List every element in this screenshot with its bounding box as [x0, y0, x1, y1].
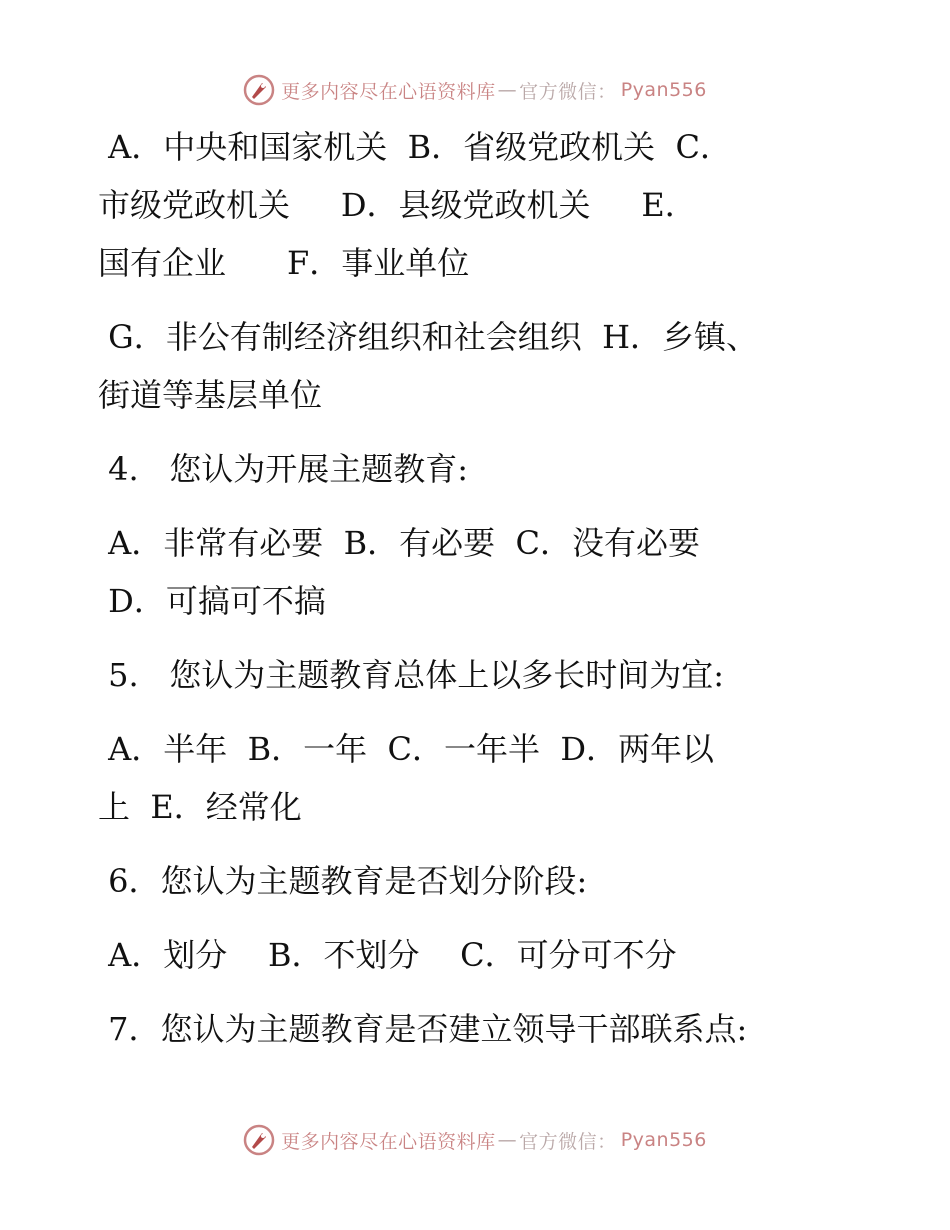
document-body	[98, 118, 838, 1058]
question-4-options-line-1: A．非常有必要 B．有必要 C．没有必要	[98, 524, 700, 562]
watermark-brand: 更多内容尽在心语资料库	[281, 80, 496, 103]
question-5-title: 5. 您认为主题教育总体上以多长时间为宜:	[98, 656, 725, 694]
question-5-options-line-1: A．半年 B．一年 C．一年半 D．两年以	[98, 730, 714, 768]
question-6-options: A．划分 B．不划分 C．可分可不分	[98, 936, 677, 974]
watermark-separator: —	[497, 1129, 518, 1151]
watermark-brand: 更多内容尽在心语资料库	[281, 1130, 496, 1153]
watermark-wechat-label: 官方微信：	[519, 1130, 617, 1153]
question-4-title: 4. 您认为开展主题教育:	[98, 450, 469, 488]
question-7-title: 7．您认为主题教育是否建立领导干部联系点:	[98, 1010, 748, 1048]
question-5-options-line-2: 上 E．经常化	[98, 788, 302, 826]
watermark-wechat-label: 官方微信：	[519, 80, 617, 103]
pen-nib-logo-icon	[243, 74, 275, 106]
question-3-options-line-1: A．中央和国家机关 B．省级党政机关 C．	[98, 128, 732, 166]
watermark-wechat-id: Pyan556	[620, 79, 707, 101]
question-4-options-line-2: D．可搞可不搞	[98, 582, 326, 620]
watermark-wechat-id: Pyan556	[620, 1129, 707, 1151]
footer-watermark	[0, 1120, 950, 1160]
question-3-options-line-4: G．非公有制经济组织和社会组织 H．乡镇、	[98, 318, 758, 356]
watermark-separator: —	[497, 79, 518, 101]
question-3-options-line-3: 国有企业 F．事业单位	[98, 244, 470, 282]
pen-nib-logo-icon	[243, 1124, 275, 1156]
question-3-options-line-2: 市级党政机关 D．县级党政机关 E．	[98, 186, 697, 224]
header-watermark	[0, 70, 950, 110]
question-3-options-line-5: 街道等基层单位	[98, 376, 323, 414]
question-6-title: 6．您认为主题教育是否划分阶段:	[98, 862, 588, 900]
